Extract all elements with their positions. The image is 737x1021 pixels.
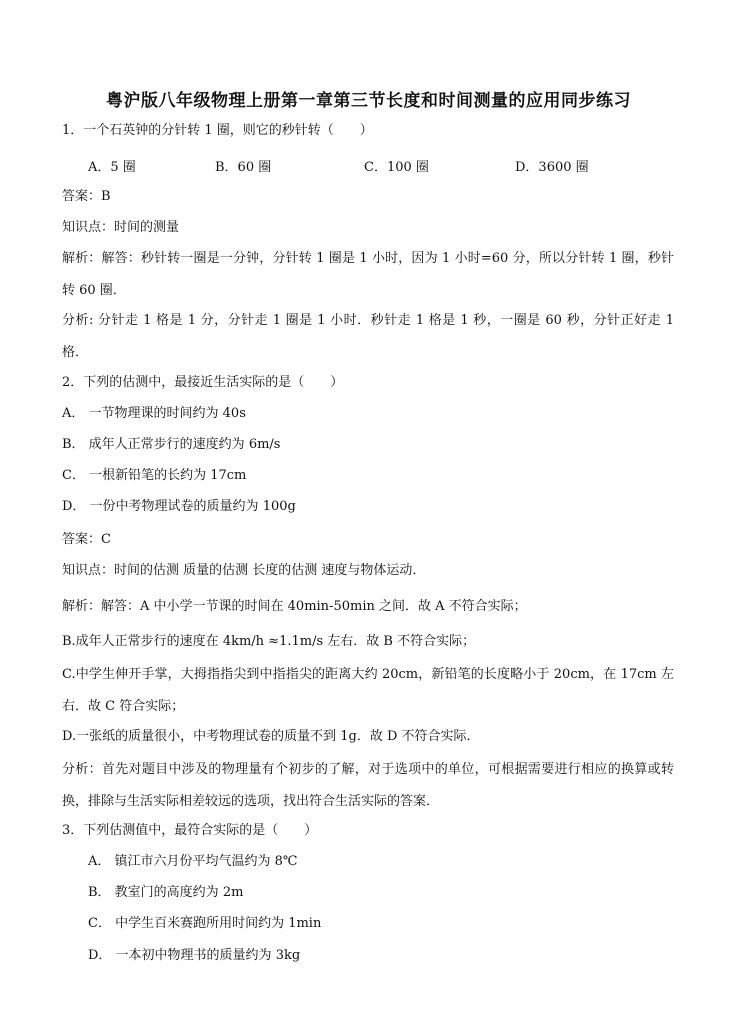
q2-option-c: C． 一根新铅笔的长约为 17cm <box>62 468 247 483</box>
q2-summary: 分析：首先对题目中涉及的物理量有个初步的了解，对于选项中的单位，可根据需要进行相应的换算或转换，排除与生活实际相差较远的选项，找出符合生活实际的答案． <box>62 762 674 809</box>
q2-option-b: B． 成年人正常步行的速度约为 6m/s <box>62 437 281 452</box>
q2-option-a: A． 一节物理课的时间约为 40s <box>62 406 246 421</box>
q3-option-a: A． 镇江市六月份平均气温约为 8℃ <box>88 854 298 869</box>
q1-analysis: 解析：解答：秒针转一圈是一分钟，分针转 1 圈是 1 小时，因为 1 小时=60 分，所以分针转 1 圈，秒针转 60 圈． <box>62 251 674 298</box>
q2-answer: 答案：C <box>62 532 111 547</box>
q2-option-d: D． 一份中考物理试卷的质量约为 100g <box>62 499 296 514</box>
question-2-stem: 2．下列的估测中，最接近生活实际的是（ ） <box>62 375 344 390</box>
q3-option-c: C． 中学生百米赛跑所用时间约为 1min <box>88 916 322 931</box>
document-title: 粤沪版八年级物理上册第一章第三节长度和时间测量的应用同步练习 <box>106 91 631 111</box>
q3-option-d: D． 一本初中物理书的质量约为 3kg <box>88 948 301 963</box>
q1-option-b: B．60 圈 <box>215 160 272 175</box>
q2-analysis-a: 解析：解答：A 中小学一节课的时间在 40min-50min 之间．故 A 不符合实际； <box>62 599 527 614</box>
q1-knowledge: 知识点：时间的测量 <box>62 220 180 235</box>
q1-option-c: C．100 圈 <box>364 160 429 175</box>
q2-knowledge: 知识点：时间的估测 质量的估测 长度的估测 速度与物体运动． <box>62 563 426 578</box>
q3-option-b: B． 教室门的高度约为 2m <box>88 885 244 900</box>
q1-answer: 答案：B <box>62 189 111 204</box>
q1-option-a: A．5 圈 <box>88 160 136 175</box>
question-3-stem: 3．下列估测值中，最符合实际的是（ ） <box>62 823 318 838</box>
question-1-stem: 1．一个石英钟的分针转 1 圈，则它的秒针转（ ） <box>62 123 373 138</box>
q1-option-d: D．3600 圈 <box>515 160 589 175</box>
question-1-options <box>88 156 648 174</box>
q1-summary: 分析: 分针走 1 格是 1 分，分针走 1 圈是 1 小时．秒针走 1 格是 1 秒，一圈是 60 秒，分针正好走 1 格． <box>62 313 674 360</box>
q2-analysis-d: D.一张纸的质量很小，中考物理试卷的质量不到 1g．故 D 不符合实际． <box>62 729 480 744</box>
q2-analysis-b: B.成年人正常步行的速度在 4km/h ≈1.1m/s 左右．故 B 不符合实际； <box>62 634 476 649</box>
q2-analysis-c: C.中学生伸开手掌，大拇指指尖到中指指尖的距离大约 20cm，新铅笔的长度略小于 20cm，在 17cm 左右．故 C 符合实际； <box>62 667 674 714</box>
